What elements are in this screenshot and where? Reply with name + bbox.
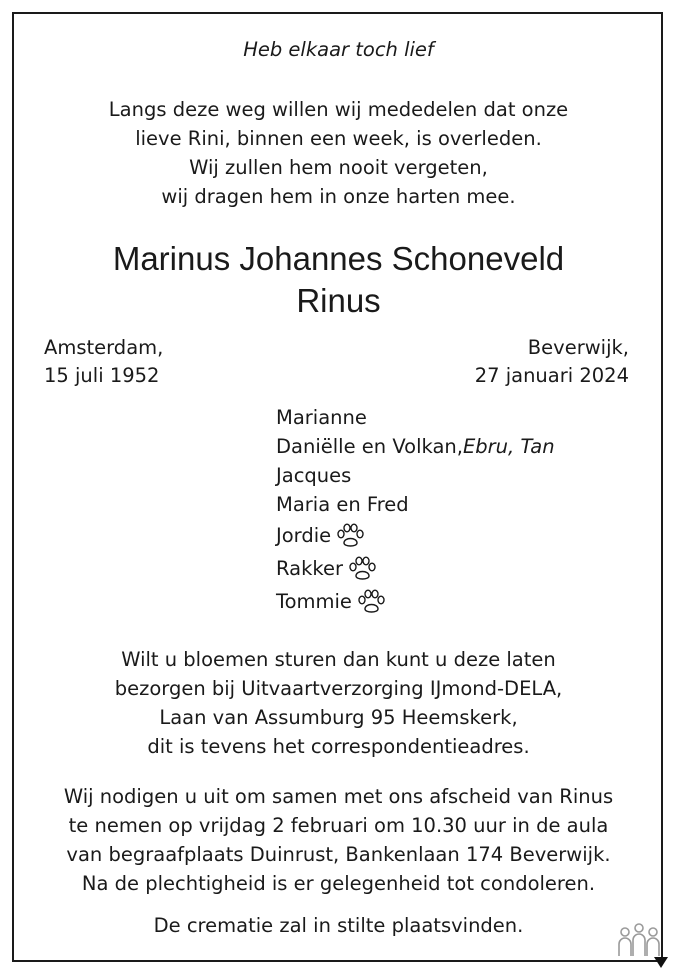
expand-arrow-icon[interactable]: [654, 957, 668, 968]
invite-line: Na de plechtigheid is er gelegenheid tot condoleren.: [81, 872, 596, 895]
intro-text: [14, 95, 663, 211]
death-date: 27 januari 2024: [474, 364, 629, 387]
flowers-line: Laan van Assumburg 95 Heemskerk,: [159, 706, 518, 729]
family-member: Jacques: [276, 464, 352, 487]
invite-line: van begraafplaats Duinrust, Bankenlaan 174 Beverwijk.: [66, 843, 611, 866]
invite-line: te nemen op vrijdag 2 februari om 10.30 uur in de aula: [68, 814, 609, 837]
pet-name: Jordie: [276, 524, 332, 547]
intro-line: Langs deze weg willen wij mededelen dat onze: [108, 98, 569, 121]
invite-line: Wij nodigen u uit om samen met ons afscheid van Rinus: [63, 785, 614, 808]
flowers-line: dit is tevens het correspondentieadres.: [147, 735, 530, 758]
birth-info: [44, 334, 163, 390]
intro-line: lieve Rini, binnen een week, is overleden.: [135, 127, 542, 150]
death-info: [475, 334, 629, 390]
birth-date: 15 juli 1952: [44, 364, 160, 387]
flowers-info: [14, 645, 663, 761]
grandchildren-names: Ebru, Tan: [462, 435, 555, 458]
intro-line: wij dragen hem in onze harten mee.: [161, 185, 516, 208]
family-member: Marianne: [276, 406, 367, 429]
cremation-note: De crematie zal in stilte plaatsvinden.: [153, 914, 524, 937]
ceremony-invitation: [14, 782, 663, 898]
death-place: Beverwijk,: [527, 336, 629, 359]
family-list: [276, 403, 555, 618]
pet-item: [276, 585, 555, 618]
paw-print-icon: [356, 589, 386, 615]
paw-print-icon: [335, 523, 365, 549]
intro-line: Wij zullen hem nooit vergeten,: [189, 156, 488, 179]
pet-name: Tommie: [276, 590, 352, 613]
family-member-names: Daniëlle en Volkan,: [276, 435, 463, 458]
birth-place: Amsterdam,: [44, 336, 164, 359]
motto: Heb elkaar toch lief: [243, 38, 434, 61]
deceased-nickname: Rinus: [296, 282, 381, 319]
family-member: Maria en Fred: [276, 493, 409, 516]
flowers-line: bezorgen bij Uitvaartverzorging IJmond-DELA,: [114, 677, 563, 700]
pet-item: [276, 552, 555, 585]
family-member: [276, 432, 555, 461]
deceased-name-block: [14, 238, 663, 322]
flowers-line: Wilt u bloemen sturen dan kunt u deze laten: [121, 648, 556, 671]
pet-name: Rakker: [276, 557, 343, 580]
paw-print-icon: [347, 556, 377, 582]
pet-item: [276, 519, 555, 552]
deceased-full-name: Marinus Johannes Schoneveld: [112, 240, 565, 277]
people-logo-icon: [616, 922, 662, 958]
